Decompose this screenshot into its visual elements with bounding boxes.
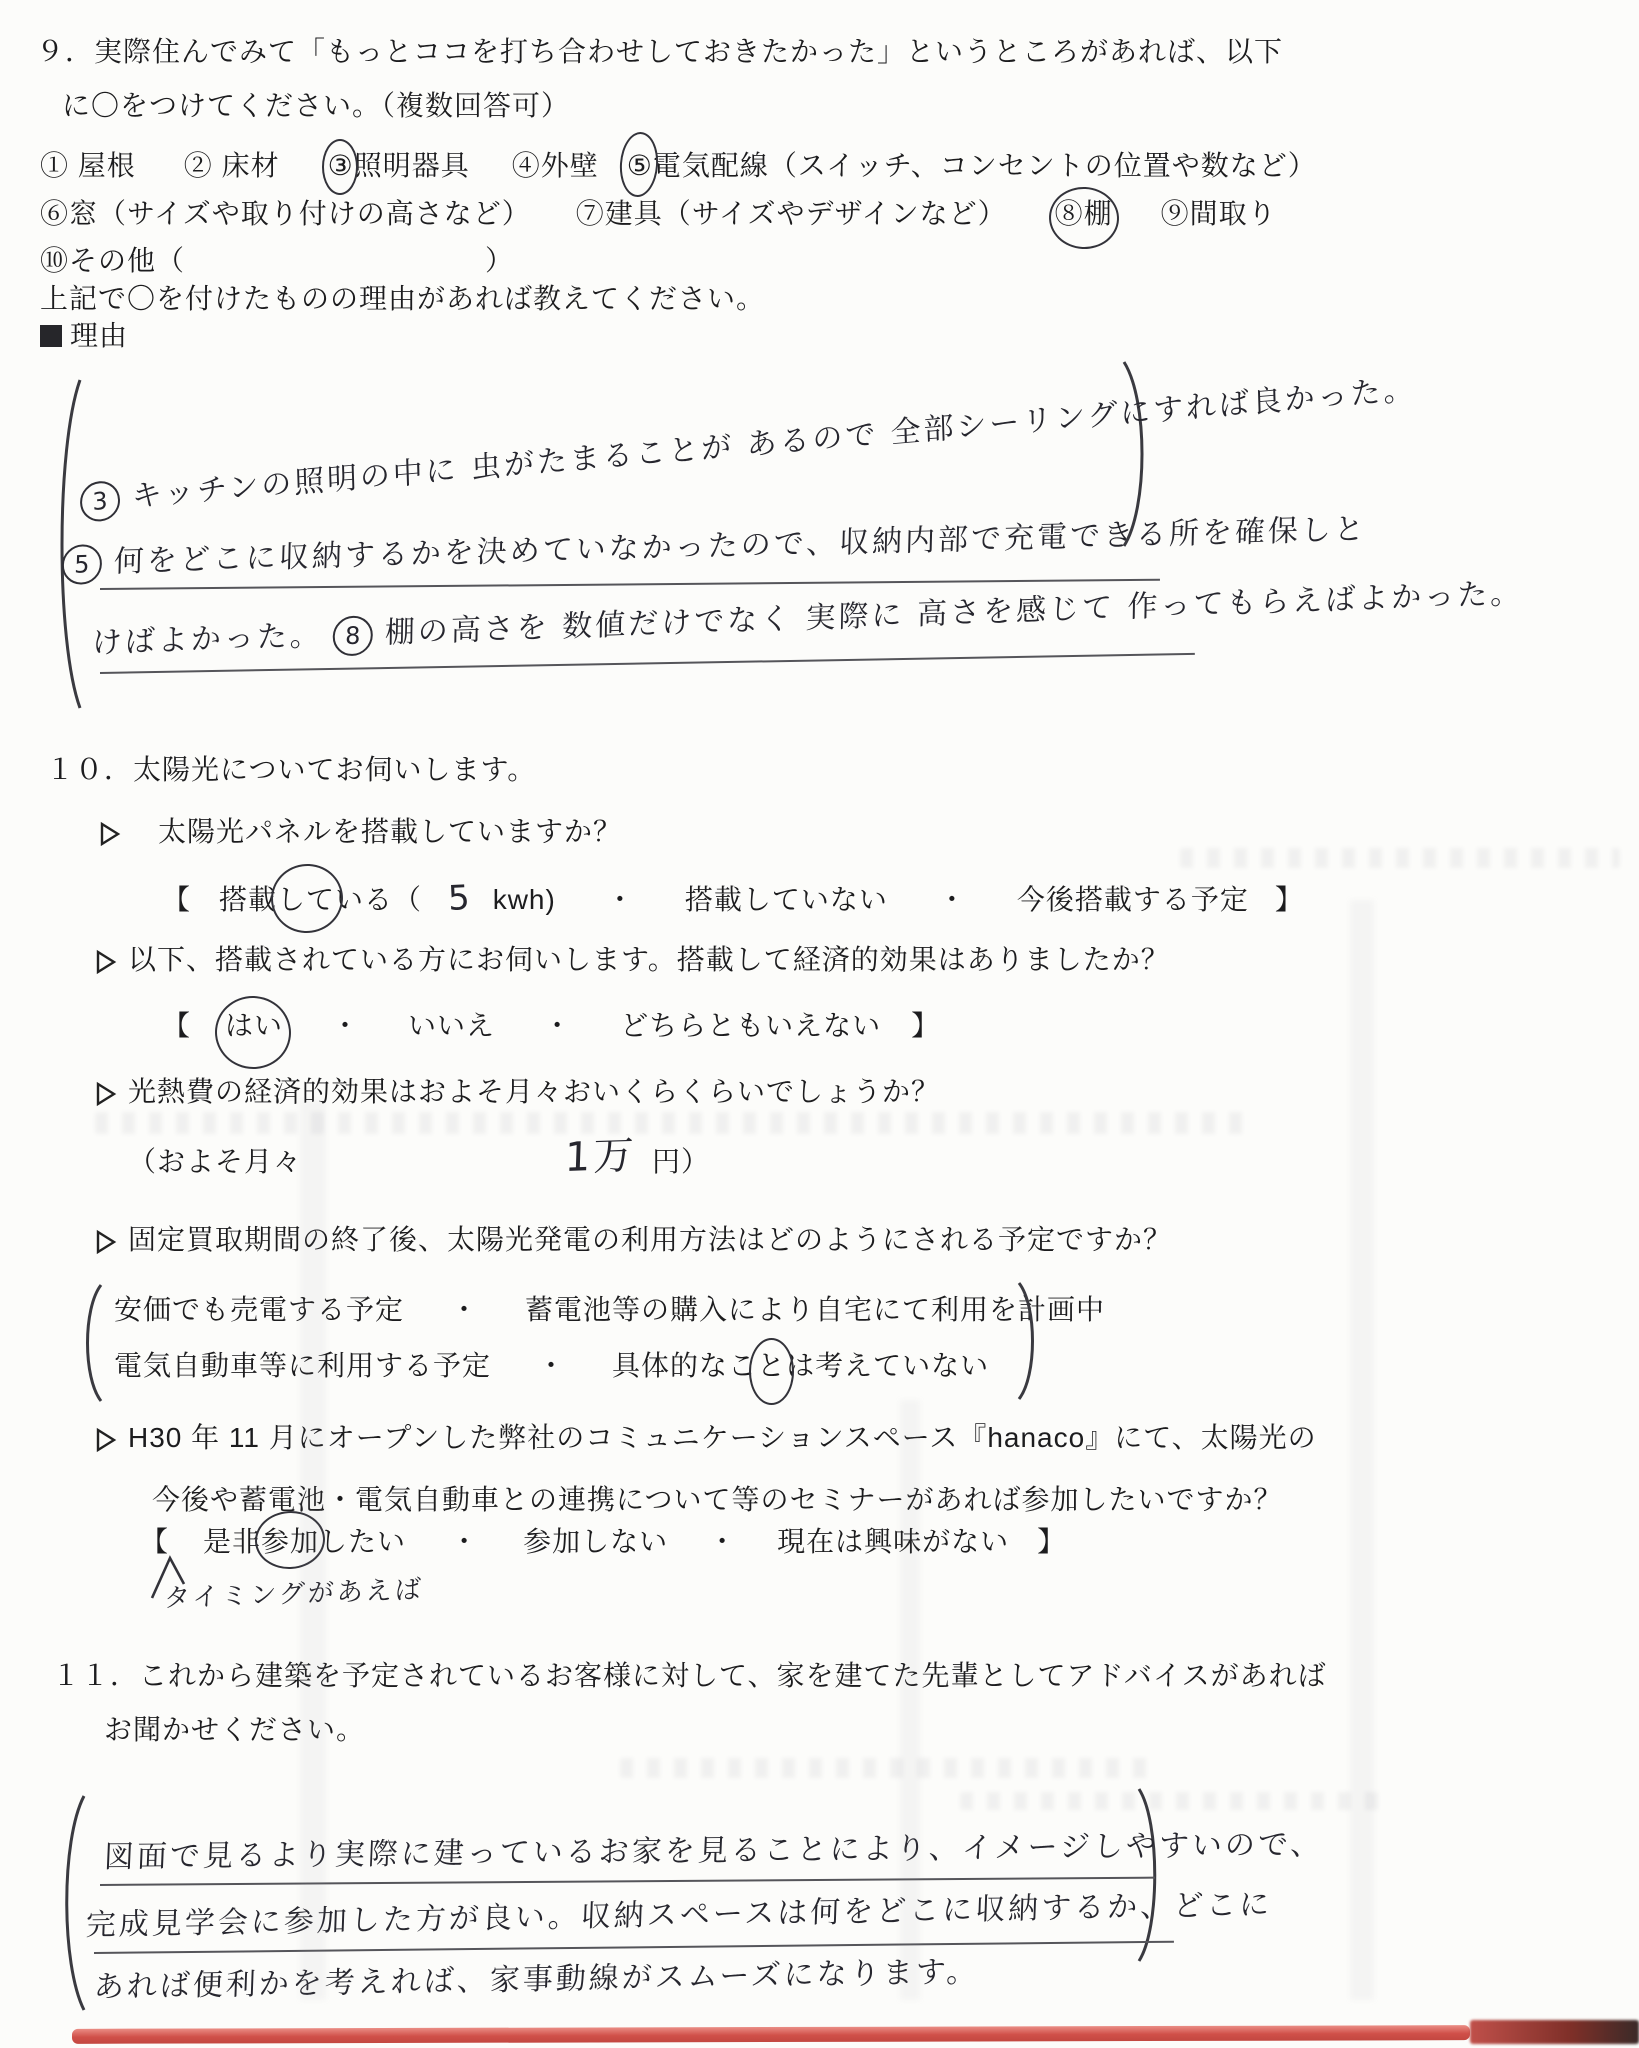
option-definitely-participate: 是非 参加したい <box>203 1524 406 1559</box>
handwritten-kwh-value: 5 <box>447 877 474 919</box>
q11-handwriting-line3: あれば便利かを考えれば、家事動線がスムーズになります。 <box>93 1954 980 2006</box>
reason-handwriting-line3: けばよかった。 8 棚の高さを 数値だけでなく 実際に 高さを感じて 作ってもらえばよかった。 <box>91 575 1524 662</box>
q11-close-paren <box>1134 1786 1168 1964</box>
scan-edge-red-band <box>72 2025 1470 2044</box>
bleed-through-artifact <box>1180 848 1620 868</box>
q9-reason-prompt: 上記で〇を付けたものの理由があれば教えてください。 <box>40 283 766 314</box>
option-fittings: ⑦建具（サイズやデザインなど） <box>575 198 1007 229</box>
arrow-bullet-icon <box>94 1426 118 1454</box>
separator-dot: ・ <box>708 1526 738 1557</box>
scan-streak <box>1350 900 1374 2000</box>
separator-dot: ・ <box>605 883 635 915</box>
handwritten-monthly-amount: 1万 <box>564 1132 638 1182</box>
bleed-through-artifact <box>620 1758 1160 1778</box>
q11-open-paren <box>54 1792 90 2014</box>
bleed-through-artifact <box>960 1792 1380 1810</box>
q10-b3-answer-post: 円） <box>652 1146 711 1177</box>
separator-dot: ・ <box>331 1010 361 1041</box>
reason-handwriting-line2: 5 何をどこに収納するかを決めていなかったので、収納内部で充電できる所を確保しと <box>61 504 1367 585</box>
q10-b3-question: 光熱費の経済的効果はおよそ月々おいくらくらいでしょうか？ <box>128 1076 941 1107</box>
q9-reason-heading: 理由 <box>40 318 128 353</box>
options-close-paren <box>1014 1280 1044 1402</box>
q10-b2-question: 以下、搭載されている方にお伺いします。搭載して経済的効果はありましたか？ <box>128 944 1170 975</box>
option-other: ⑩その他（ <box>40 245 186 276</box>
selected-option-tousai: 搭載 している（ <box>219 882 422 917</box>
option-not-participate: 参加しない <box>523 1526 669 1557</box>
q10-b1-question: 太陽光パネルを搭載していますか？ <box>158 816 623 847</box>
option-exterior-wall: ④外壁 <box>511 150 599 181</box>
option-not-installed: 搭載していない <box>684 883 888 915</box>
q9-title-line2: に〇をつけてください。（複数回答可） <box>62 90 571 121</box>
handwritten-circled-8: 8 <box>332 615 373 656</box>
separator-dot: ・ <box>537 1350 567 1381</box>
option-electrical-wiring: ⑤電気配線（スイッチ、コンセントの位置や数など） <box>627 148 1317 183</box>
scan-streak <box>300 1100 326 2000</box>
q11-title-line2: お聞かせください。 <box>104 1714 366 1745</box>
arrow-bullet-icon <box>94 1228 118 1256</box>
option-yes-selected: はい <box>225 1010 284 1041</box>
q10-b4-options-line2 <box>114 1348 989 1383</box>
q11-handwriting-line1: 図面で見るより実際に建っているお家を見ることにより、イメージしやすいので、 <box>103 1827 1325 1876</box>
separator-dot: ・ <box>937 883 967 915</box>
option-floor-plan: ⑨間取り <box>1160 198 1277 229</box>
separator-dot: ・ <box>450 1526 480 1557</box>
option-no-interest: 現在は興味がない <box>777 1526 1010 1557</box>
option-window: ⑥窓（サイズや取り付けの高さなど） <box>40 198 531 229</box>
q10-b3-answer-pre: （およそ月々 <box>128 1146 303 1177</box>
q10-b5-question-line2: 今後や蓄電池・電気自動車との連携について等のセミナーがあれば参加したいですか？ <box>152 1484 1283 1515</box>
square-bullet-icon <box>40 325 62 347</box>
option-sell-cheap: 安価でも売電する予定 <box>114 1294 405 1325</box>
arrow-bullet-icon <box>94 1080 118 1108</box>
option-lighting: ③照明器具 <box>328 148 470 183</box>
option-roof: ① 屋根 <box>40 150 136 181</box>
option-battery-home-use: 蓄電池等の購入により自宅にて利用を計画中 <box>525 1294 1106 1325</box>
reason-handwriting-line1: 3 キッチンの照明の中に 虫がたまることが あるので 全部シーリングにすれば良かった。 <box>79 364 1417 523</box>
handwritten-note-timing: タイミングがあえば <box>163 1574 425 1615</box>
option-neither: どちらともいえない <box>620 1010 882 1041</box>
bracket-close: 】 <box>1274 883 1304 915</box>
q9-options-row2 <box>40 196 1277 231</box>
option-nothing-concrete: 具体的なこ とは考えていない <box>612 1348 989 1383</box>
options-open-paren <box>76 1282 106 1404</box>
arrow-bullet-icon <box>98 820 122 848</box>
q10-b4-question: 固定買取期間の終了後、太陽光発電の利用方法はどのようにされる予定ですか？ <box>128 1224 1173 1255</box>
q9-title-line1: ９．実際住んでみて「もっとココを打ち合わせしておきたかった」というところがあれば、以下 <box>36 36 1284 67</box>
q10-b4-options-line1 <box>114 1292 1105 1327</box>
q11-handwriting-line2: 完成見学会に参加した方が良い。収納スペースは何をどこに収納するか、どこに <box>85 1887 1273 1944</box>
scan-corner-artifact <box>1470 2020 1639 2044</box>
separator-dot: ・ <box>543 1010 573 1041</box>
q10-b5-question-line1: H30 年 11 月にオープンした弊社のコミュニケーションスペース『hanaco』にて、太陽光の <box>128 1422 1317 1453</box>
q10-title: １０．太陽光についてお伺いします。 <box>46 754 537 785</box>
q10-b2-answer <box>162 1008 940 1043</box>
bracket-open: 【 <box>162 1010 192 1041</box>
q10-b5-answer <box>140 1524 1066 1559</box>
handwritten-circled-3: 3 <box>79 479 120 522</box>
separator-dot: ・ <box>450 1294 480 1325</box>
bracket-close: 】 <box>1037 1526 1067 1557</box>
kwh-unit: kwh) <box>492 883 556 915</box>
bracket-close: 】 <box>911 1010 941 1041</box>
option-no: いいえ <box>408 1010 496 1041</box>
bracket-open: 【 <box>140 1526 170 1557</box>
q9-options-row3 <box>40 243 514 278</box>
bleed-through-artifact <box>95 1112 1255 1134</box>
option-ev-use: 電気自動車等に利用する予定 <box>114 1350 492 1381</box>
bracket-open: 【 <box>162 883 192 915</box>
option-shelf: ⑧棚 <box>1055 196 1113 231</box>
q9-options-row1 <box>40 148 1317 183</box>
option-other-close-paren: ） <box>485 245 515 276</box>
scan-streak <box>900 1400 920 2000</box>
handwritten-circled-5: 5 <box>61 543 102 584</box>
arrow-bullet-icon <box>94 948 118 976</box>
q11-title-line1: １１．これから建築を予定されているお客様に対して、家を建てた先輩としてアドバイスがあれば <box>52 1660 1327 1691</box>
option-flooring: ② 床材 <box>183 150 280 181</box>
option-plan-to-install: 今後搭載する予定 <box>1016 883 1249 915</box>
q10-b1-answer <box>162 878 1304 921</box>
